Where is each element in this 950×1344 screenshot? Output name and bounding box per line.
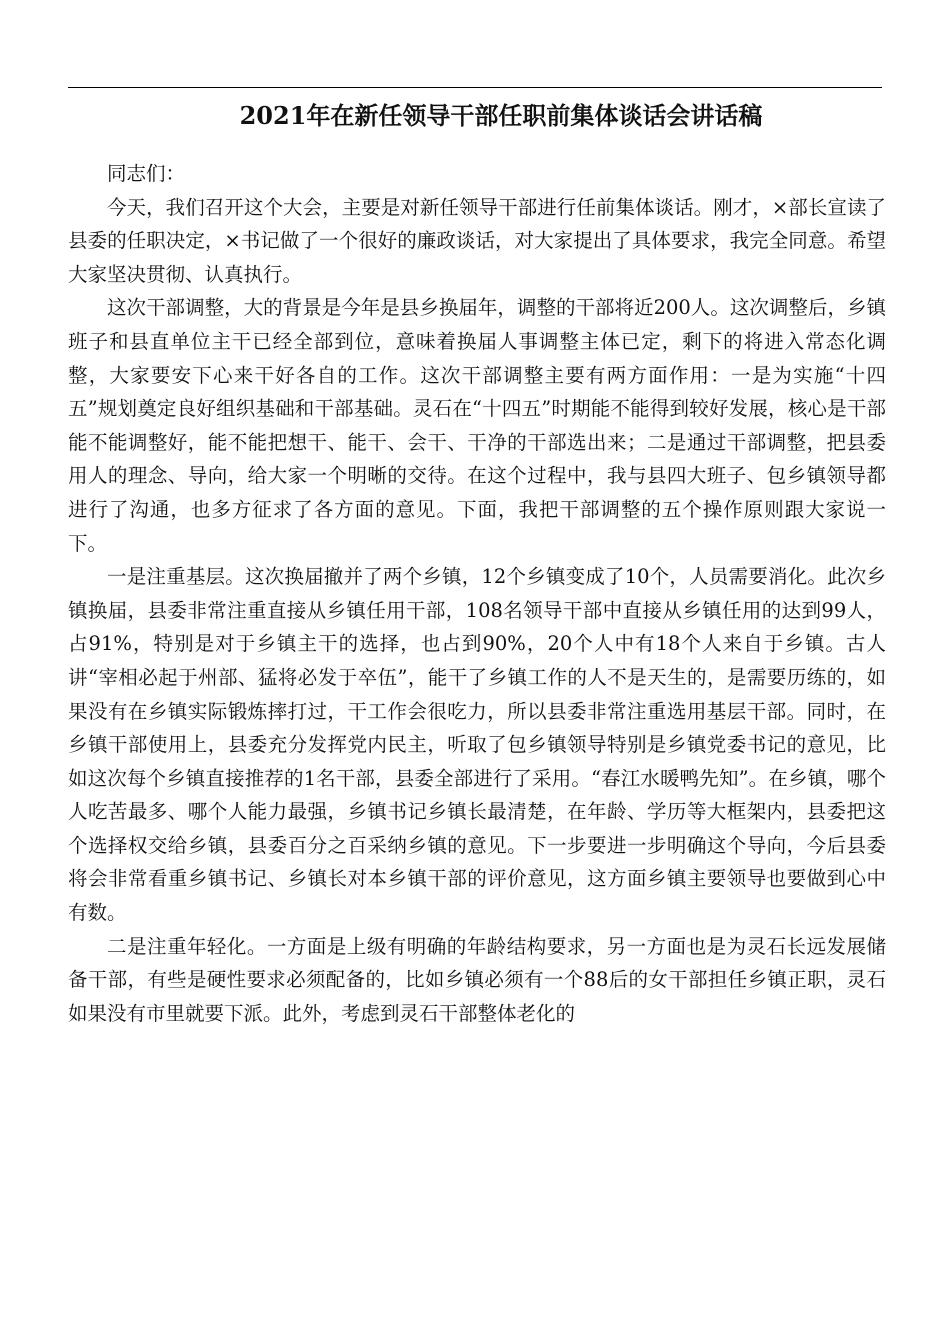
- paragraph-opening: 今天，我们召开这个大会，主要是对新任领导干部进行任前集体谈话。刚才，×部长宣读了县委的任职决定，×书记做了一个很好的廉政谈话，对大家提出了具体要求，我完全同意。希望大家坚决贯彻、认真执行。: [68, 195, 886, 286]
- paragraph-background: 这次干部调整，大的背景是今年是县乡换届年，调整的干部将近200人。这次调整后，乡镇班子和县直单位主干已经全部到位，意味着换届人事调整主体已定，剩下的将进入常态化调整，大家要安下心来干好各自的工作。这次干部调整主要有两方面作用：一是为实施“十四五”规划奠定良好组织基础和干部基础。灵石在“十四五”时期能不能得到较好发展，核心是干部能不能调整好，能不能把想干、能干、会干、干净的干部选出来；二是通过干部调整，把县委用人的理念、导向，给大家一个明晰的交待。在这个过程中，我与县四大班子、包乡镇领导都进行了沟通，也多方征求了各方面的意见。下面，我把干部调整的五个操作原则跟大家说一下。: [68, 296, 886, 555]
- header-rule: [68, 87, 882, 88]
- document-title: 2021年在新任领导干部任职前集体谈话会讲话稿: [239, 101, 763, 130]
- paragraph-principle-grassroots: 一是注重基层。这次换届撤并了两个乡镇，12个乡镇变成了10个，人员需要消化。此次乡镇换届，县委非常注重直接从乡镇任用干部，108名领导干部中直接从乡镇任用的达到99人，占91%，特别是对于乡镇主干的选择，也占到90%，20个人中有18个人来自于乡镇。古人讲“宰相必起于州部、猛将必发于卒伍”，能干了乡镇工作的人不是天生的，是需要历练的，如果没有在乡镇实际锻炼摔打过，干工作会很吃力，所以县委非常注重选用基层干部。同时，在乡镇干部使用上，县委充分发挥党内民主，听取了包乡镇领导特别是乡镇党委书记的意见，比如这次每个乡镇直接推荐的1名干部，县委全部进行了采用。“春江水暖鸭先知”。在乡镇，哪个人吃苦最多、哪个人能力最强，乡镇书记乡镇长最清楚，在年龄、学历等大框架内，县委把这个选择权交给乡镇，县委百分之百采纳乡镇的意见。下一步要进一步明确这个导向，今后县委将会非常看重乡镇书记、乡镇长对本乡镇干部的评价意见，这方面乡镇主要领导也要做到心中有数。: [68, 565, 886, 925]
- document-body: [68, 157, 886, 1030]
- salutation: 同志们：: [107, 162, 186, 185]
- paragraph-principle-youth: 二是注重年轻化。一方面是上级有明确的年龄结构要求，另一方面也是为灵石长远发展储备干部，有些是硬性要求必须配备的，比如乡镇必须有一个88后的女干部担任乡镇正职，灵石如果没有市里就要下派。此外，考虑到灵石干部整体老化的: [68, 934, 886, 1025]
